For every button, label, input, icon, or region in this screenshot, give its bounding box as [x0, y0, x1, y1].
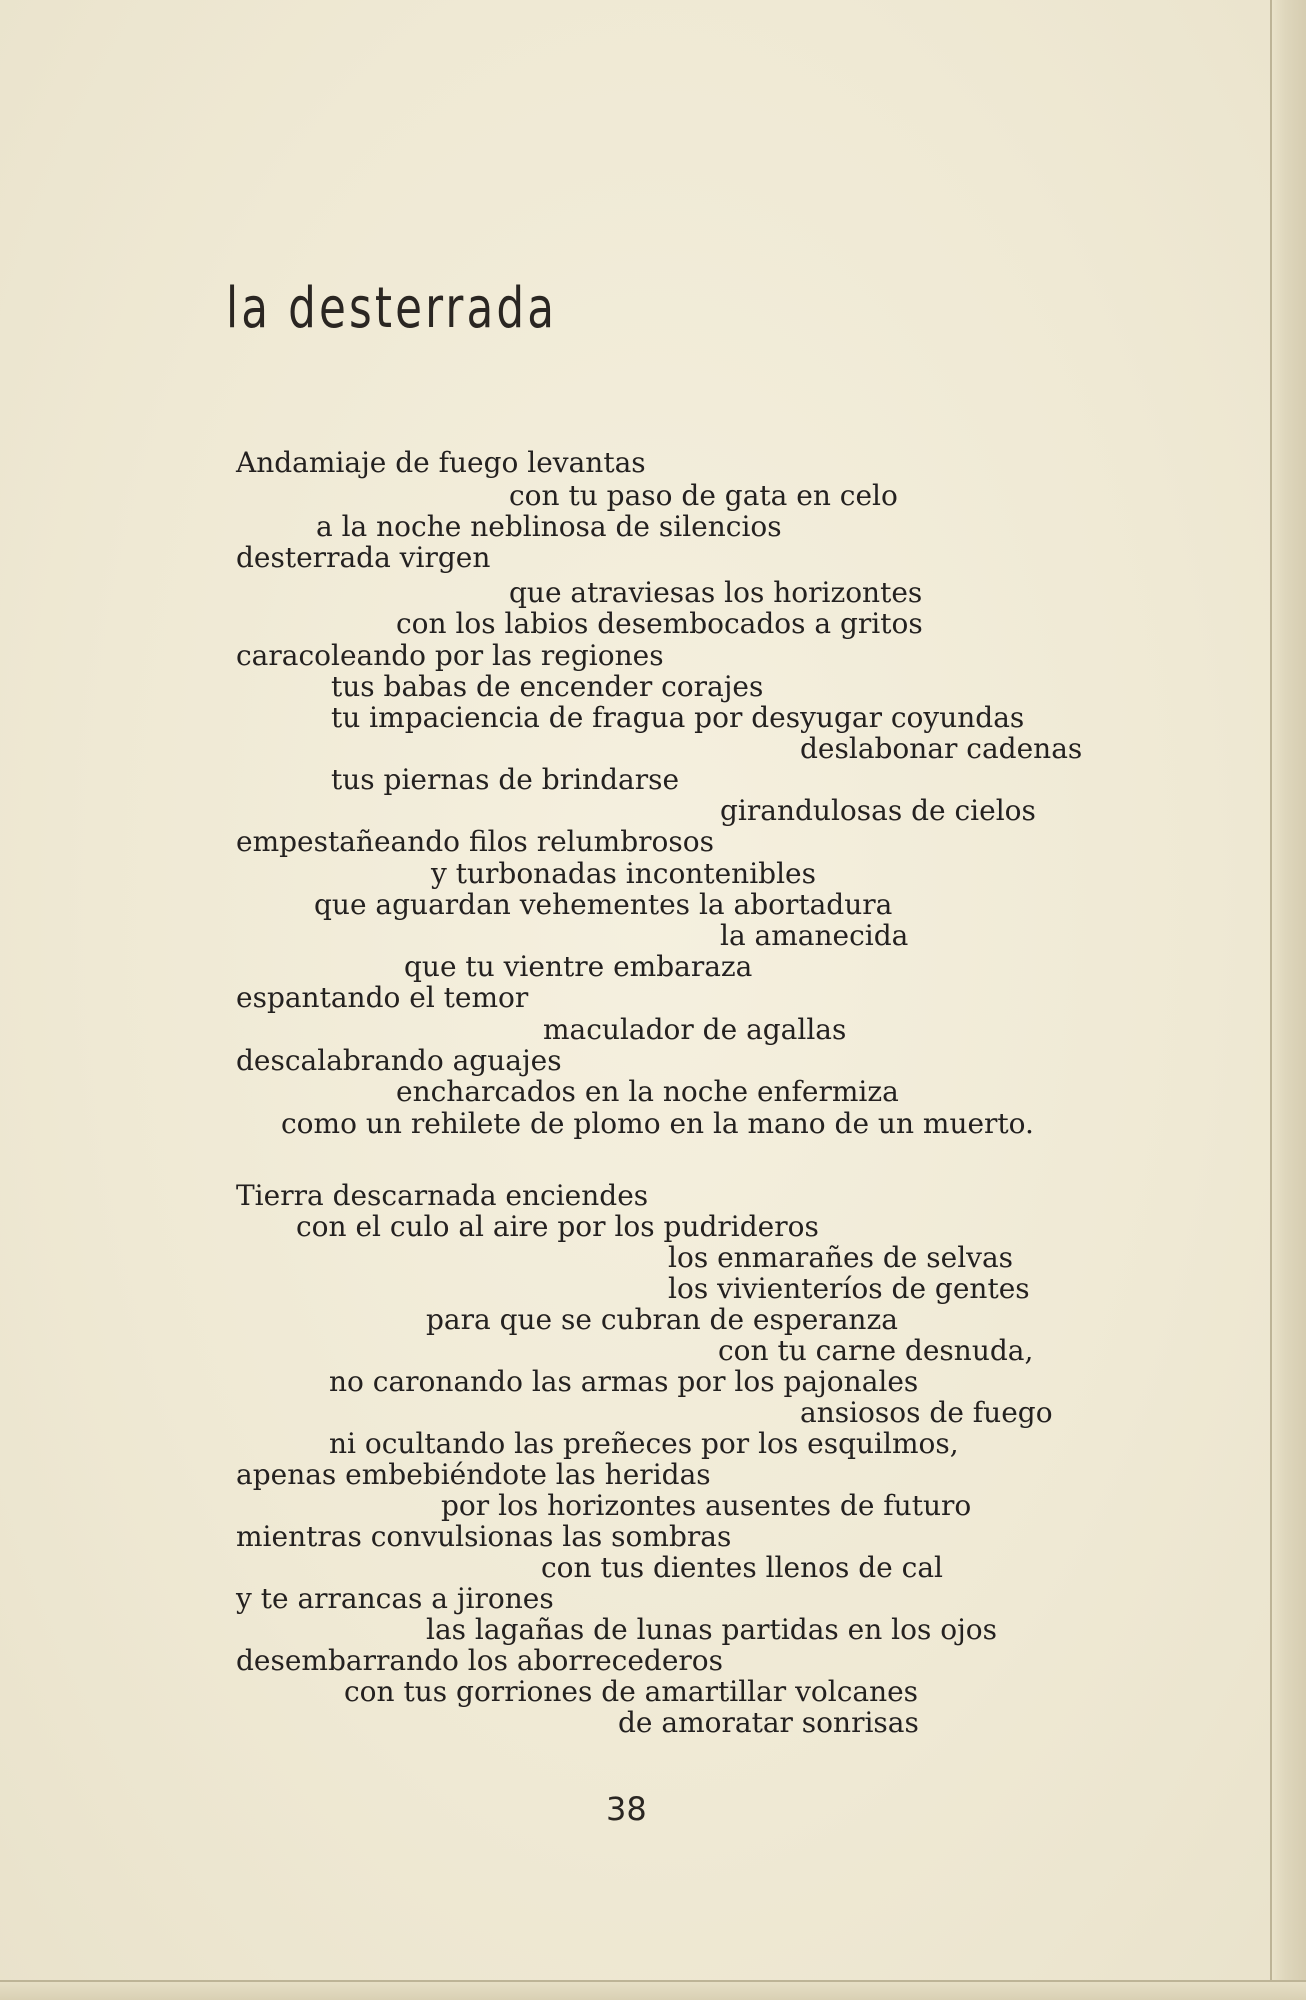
poem-line: los enmarañes de selvas: [668, 1241, 1014, 1274]
poem-line: apenas embebiéndote las heridas: [236, 1458, 711, 1491]
poem-line: tus babas de encender corajes: [331, 670, 764, 703]
page-right-edge: [1270, 0, 1306, 2000]
poem-line: a la noche neblinosa de silencios: [316, 510, 782, 543]
poem-line: caracoleando por las regiones: [236, 639, 664, 672]
poem-line: para que se cubran de esperanza: [426, 1303, 898, 1336]
poem-line: con los labios desembocados a gritos: [396, 607, 923, 640]
poem-line: encharcados en la noche enfermiza: [396, 1075, 899, 1108]
poem-line: deslabonar cadenas: [800, 732, 1083, 765]
poem-line: con tu paso de gata en celo: [509, 479, 898, 512]
poem-line: empestañeando filos relumbrosos: [236, 825, 714, 858]
poem-line: y turbonadas incontenibles: [431, 857, 816, 890]
poem-line: los vivienteríos de gentes: [668, 1272, 1030, 1305]
poem-line: no caronando las armas por los pajonales: [329, 1365, 919, 1398]
poem-line: ni ocultando las preñeces por los esquilmos,: [329, 1427, 959, 1460]
poem-line: descalabrando aguajes: [236, 1044, 562, 1077]
poem-line: espantando el temor: [236, 981, 529, 1014]
poem-line: que atraviesas los horizontes: [509, 576, 923, 609]
poem-line: y te arrancas a jirones: [236, 1582, 554, 1615]
poem-line: mientras convulsionas las sombras: [236, 1520, 732, 1553]
poem-line: Tierra descarnada enciendes: [236, 1179, 649, 1212]
poem-line: con tus dientes llenos de cal: [541, 1551, 943, 1584]
poem-line: ansiosos de fuego: [800, 1396, 1053, 1429]
poem-line: con tu carne desnuda,: [718, 1334, 1034, 1367]
poem-line: con el culo al aire por los pudrideros: [296, 1210, 819, 1243]
poem-line: maculador de agallas: [543, 1013, 847, 1046]
poem-line: por los horizontes ausentes de futuro: [441, 1489, 972, 1522]
poem-line: de amoratar sonrisas: [618, 1706, 919, 1739]
poem-line: girandulosas de cielos: [720, 794, 1036, 827]
poem-line: que tu vientre embaraza: [404, 950, 753, 983]
poem-line: que aguardan vehementes la abortadura: [314, 888, 893, 921]
page-number: 38: [606, 1790, 647, 1828]
poem-line: como un rehilete de plomo en la mano de un muerto.: [281, 1107, 1034, 1140]
poem-line: la amanecida: [720, 919, 909, 952]
poem-line: tu impaciencia de fragua por desyugar coyundas: [331, 701, 1025, 734]
poem-line: las lagañas de lunas partidas en los ojos: [426, 1613, 998, 1646]
poem-line: con tus gorriones de amartillar volcanes: [344, 1675, 919, 1708]
poem-line: desembarrando los aborrecederos: [236, 1644, 724, 1677]
poem-line: Andamiaje de fuego levantas: [236, 446, 646, 479]
page-bottom-edge: [0, 1980, 1306, 2000]
poem-line: tus piernas de brindarse: [331, 763, 680, 796]
poem-title: la desterrada: [226, 276, 558, 341]
poem-line: desterrada virgen: [236, 541, 491, 574]
